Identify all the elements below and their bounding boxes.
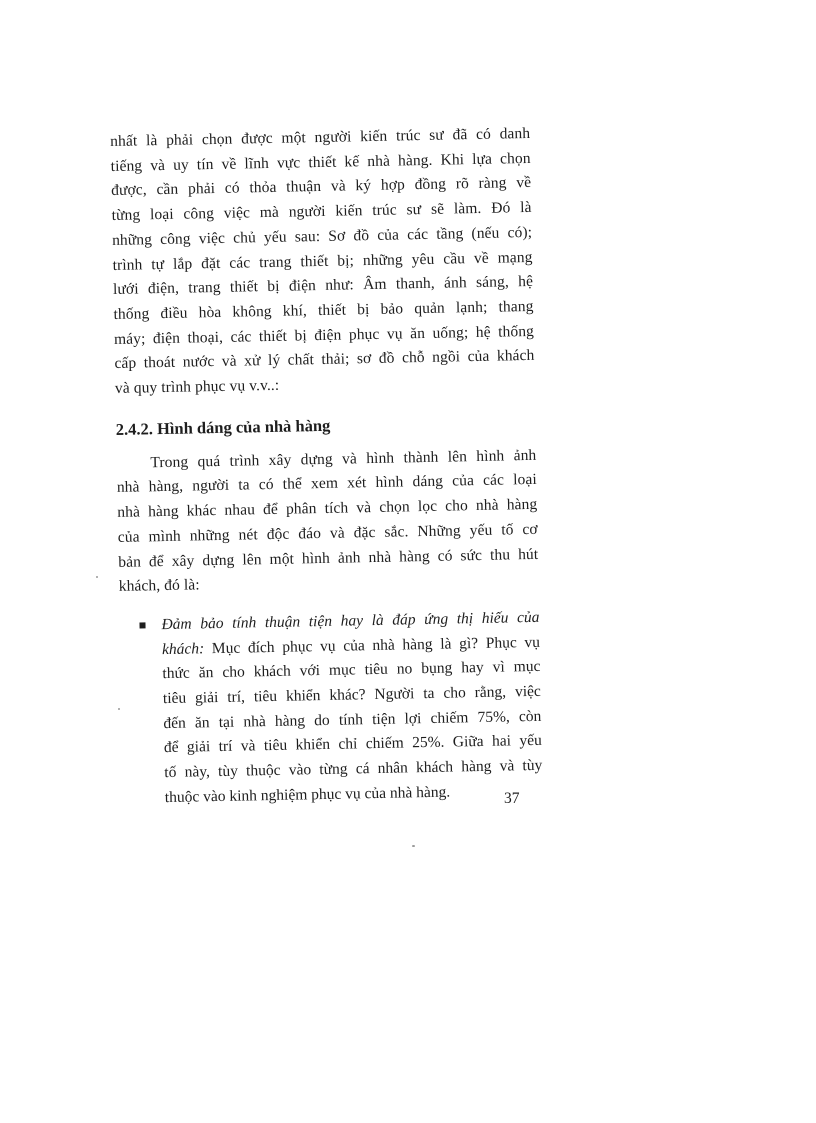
bullet-text-line: thức ăn cho khách với mục tiêu no bụng hay vì mục [162,658,541,683]
text-line: được, cần phải có thỏa thuận và ký hợp đồng rõ ràng về [111,174,532,200]
paragraph-architect [110,122,535,402]
scan-speck [118,708,120,710]
bullet-text-line: tố này, tùy thuộc vào từng cá nhân khách hàng và tùy [164,756,543,782]
square-bullet-icon [139,622,145,628]
bullet-italic-lead-end: khách: [161,639,205,658]
text-line: thống điều hòa không khí, thiết bị bảo quản lạnh; thang [113,297,534,323]
scan-speck [96,576,98,578]
page-number: 37 [504,790,520,807]
text-line: những công việc chủ yếu sau: Sơ đồ của các tầng (nếu có); [111,223,533,249]
text-line: máy; điện thoại, các thiết bị điện phục vụ ăn uống; hệ thống [113,322,535,348]
bullet-italic-lead: Đảm bảo tính thuận tiện hay là đáp ứng thị hiếu của [161,608,540,634]
text-line: nhà hàng khác nhau để phân tích và chọn lọc cho nhà hàng [117,496,538,522]
text-line: khách, đó là: [118,576,200,596]
text-line: trình tự lắp đặt các trang thiết bị; những yêu cầu về mạng [112,248,533,274]
text-line: nhất là phải chọn được một người kiến trúc sư đã có danh [110,124,531,150]
bullet-text-line: tiêu giải trí, tiêu khiển khác? Người ta cho rằng, việc [162,682,542,708]
text-line: cấp thoát nước và xử lý chất thải; sơ đồ chỗ ngồi của khách [114,347,535,373]
bullet-text-line: thuộc vào kinh nghiệm phục vụ của nhà hàng. [164,783,451,806]
section-heading: 2.4.2. Hình dáng của nhà hàng [115,415,331,439]
paragraph-restaurant-shape [116,444,539,600]
text-line: từng loại công việc mà người kiến trúc sư sẽ làm. Đó là [111,199,532,225]
bullet-text-rest: Mục đích phục vụ của nhà hàng là gì? Phục vụ [203,633,541,657]
text-line: nhà hàng, người ta có thể xem xét hình dáng của các loại [116,471,537,497]
bullet-text-line: đến ăn tại nhà hàng do tính tiện lợi chiếm 75%, còn [163,707,542,732]
bullet-text-line: để giải trí và tiêu khiển chỉ chiếm 25%. Giữa hai yếu [163,732,542,757]
text-line: lưới điện, trang thiết bị điện như: Âm thanh, ánh sáng, hệ [112,273,534,299]
page-text-block [110,122,543,812]
text-line: và quy trình phục vụ v.v..: [114,376,280,397]
bullet-item-convenience [119,606,543,812]
text-line: của mình những nét độc đáo và đặc sắc. Những yếu tố cơ [117,520,538,546]
text-line: bản để xây dựng lên một hình ảnh nhà hàng có sức thu hút [118,545,539,571]
text-line: tiếng và uy tín về lĩnh vực thiết kế nhà hàng. Khi lựa chọn [110,149,531,175]
text-line: Trong quá trình xây dựng và hình thành lên hình ảnh [150,446,537,472]
scan-speck [412,845,415,847]
